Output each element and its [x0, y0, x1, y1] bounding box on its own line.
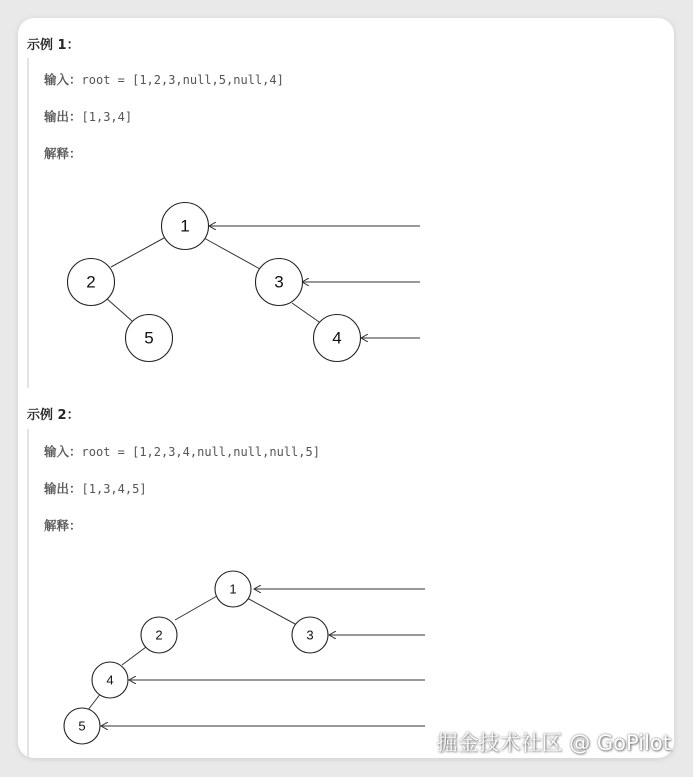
svg-text:5: 5	[144, 328, 154, 348]
example-2-tree-diagram	[18, 18, 674, 758]
input-label: 输入：	[44, 444, 82, 459]
output-label: 输出：	[44, 481, 82, 496]
edge-2-4	[122, 647, 146, 665]
output-label: 输出：	[44, 109, 82, 124]
content-card	[18, 18, 674, 758]
edge-1-3	[247, 598, 297, 625]
input-code: root = [1,2,3,null,5,null,4]	[81, 73, 284, 87]
edge-1-2	[175, 596, 217, 620]
input-label: 输入：	[44, 72, 82, 87]
svg-text:3: 3	[274, 272, 284, 292]
tree-node	[92, 662, 128, 698]
svg-text:1: 1	[180, 216, 190, 236]
svg-text:2: 2	[86, 272, 96, 292]
tree-node	[141, 617, 177, 653]
explain-label: 解释：	[44, 518, 82, 533]
tree-node	[215, 571, 251, 607]
edge-4-5	[88, 693, 101, 710]
output-code: [1,3,4,5]	[81, 482, 147, 496]
example-1-title: 示例 1：	[27, 38, 80, 53]
explain-label: 解释：	[44, 146, 82, 161]
svg-text:3: 3	[306, 627, 314, 643]
svg-text:5: 5	[78, 718, 86, 734]
svg-text:4: 4	[106, 672, 114, 688]
output-code: [1,3,4]	[81, 110, 133, 124]
tree-node	[292, 617, 328, 653]
svg-text:2: 2	[155, 627, 163, 643]
tree-node	[64, 708, 100, 744]
svg-text:1: 1	[229, 581, 237, 597]
input-code: root = [1,2,3,4,null,null,null,5]	[81, 445, 320, 459]
svg-text:4: 4	[332, 328, 342, 348]
example-2-title: 示例 2：	[27, 408, 80, 423]
watermark-text: 掘金技术社区 @ GoPilot	[436, 731, 671, 755]
